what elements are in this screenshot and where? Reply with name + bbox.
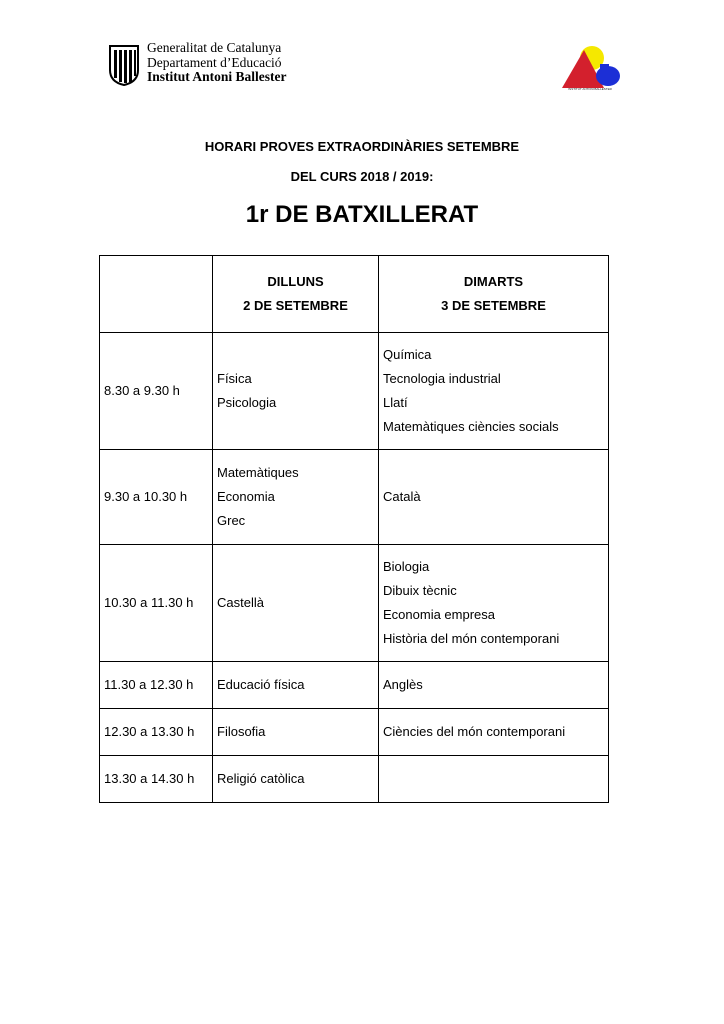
table-header-row	[100, 256, 609, 333]
schedule-course-year: DEL CURS 2018 / 2019:	[290, 169, 434, 184]
time-slot: 12.30 a 13.30 h	[100, 709, 213, 756]
schedule-level: 1r DE BATXILLERAT	[245, 201, 479, 228]
subject: Física	[217, 371, 252, 386]
org-name-generalitat: Generalitat de Catalunya	[147, 40, 282, 55]
header-tuesday	[379, 256, 609, 333]
subject: Economia empresa	[383, 607, 495, 622]
monday-subjects	[213, 662, 379, 709]
exam-schedule-table	[99, 255, 609, 803]
table-row	[100, 450, 609, 545]
school-logo-caption: INSTITUT ANTONI BALLESTER	[568, 88, 612, 91]
time-slot: 10.30 a 11.30 h	[100, 545, 213, 662]
subject: Història del món contemporani	[383, 631, 560, 646]
subject: Educació física	[217, 677, 305, 692]
table-row	[100, 545, 609, 662]
subject: Matemàtiques ciències socials	[383, 419, 559, 434]
school-logo-icon	[560, 44, 622, 94]
time-slot: 8.30 a 9.30 h	[100, 333, 213, 450]
day-name: DIMARTS	[463, 274, 524, 289]
table-row	[100, 662, 609, 709]
day-name: DILLUNS	[267, 274, 324, 289]
org-name-institute: Institut Antoni Ballester	[147, 69, 287, 84]
day-date: 3 DE SETEMBRE	[441, 298, 546, 313]
time-slot: 11.30 a 12.30 h	[100, 662, 213, 709]
table-row	[100, 756, 609, 803]
org-name-department: Departament d’Educació	[147, 54, 282, 70]
time-slot: 13.30 a 14.30 h	[100, 756, 213, 803]
tuesday-subjects	[379, 545, 609, 662]
tuesday-subjects	[379, 662, 609, 709]
subject: Matemàtiques	[217, 465, 299, 480]
header-monday	[213, 256, 379, 333]
subject: Química	[383, 347, 432, 362]
tuesday-subjects	[379, 709, 609, 756]
subject: Biologia	[383, 559, 430, 574]
subject: Llatí	[383, 395, 408, 410]
table-row	[100, 333, 609, 450]
tuesday-subjects	[379, 450, 609, 545]
subject: Filosofia	[217, 724, 266, 739]
subject: Català	[383, 489, 421, 504]
tuesday-subjects	[379, 333, 609, 450]
subject: Ciències del món contemporani	[383, 724, 566, 739]
table-row	[100, 709, 609, 756]
subject: Anglès	[383, 677, 423, 692]
subject: Grec	[217, 513, 246, 528]
subject: Psicologia	[217, 395, 277, 410]
generalitat-logo-icon	[108, 44, 140, 86]
day-date: 2 DE SETEMBRE	[243, 298, 348, 313]
tuesday-subjects	[379, 756, 609, 803]
table-corner-cell	[100, 256, 213, 333]
monday-subjects	[213, 450, 379, 545]
subject: Castellà	[217, 595, 264, 610]
subject: Dibuix tècnic	[383, 583, 457, 598]
subject: Economia	[217, 489, 275, 504]
organization-header	[147, 41, 287, 85]
subject: Religió catòlica	[217, 771, 305, 786]
monday-subjects	[213, 756, 379, 803]
monday-subjects	[213, 333, 379, 450]
time-slot: 9.30 a 10.30 h	[100, 450, 213, 545]
monday-subjects	[213, 545, 379, 662]
schedule-title: HORARI PROVES EXTRAORDINÀRIES SETEMBRE	[204, 139, 520, 154]
monday-subjects	[213, 709, 379, 756]
subject: Tecnologia industrial	[383, 371, 501, 386]
